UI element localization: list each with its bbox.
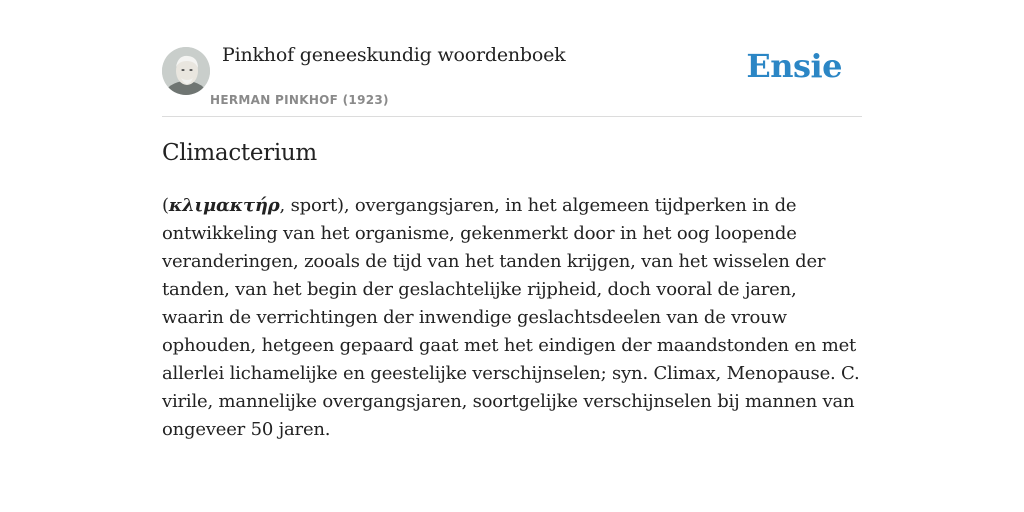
ensie-logo[interactable]: Ensie <box>746 47 842 85</box>
greek-term: κλιμακτήρ <box>168 195 280 216</box>
definition-text: , sport), overgangsjaren, in het algemeen tijdperken in de ontwikkeling van het organisme, gekenmerkt door in het oog loopende veranderingen, zooals de tijd van het tanden krijgen, van het wisselen der tanden, van het begin der geslachtelijke rijpheid, doch vooral de jaren, waarin de verrichtingen der inwendige geslachtsdeelen van de vrouw ophouden, hetgeen gepaard gaat met het eindigen der maandstonden en met allerlei lichamelijke en geestelijke verschijnselen; syn. Climax, Menopause. C. virile, mannelijke overgangsjaren, soortgelijke verschijnselen bij mannen van ongeveer 50 jaren. <box>162 195 860 440</box>
source-header <box>162 0 862 117</box>
author-portrait-icon <box>162 47 210 95</box>
source-title[interactable]: Pinkhof geneeskundig woordenboek <box>222 44 566 66</box>
open-paren: ( <box>162 195 169 216</box>
author-avatar <box>162 47 210 95</box>
entry-definition <box>162 192 862 444</box>
entry-title: Climacterium <box>162 140 317 166</box>
source-author: HERMAN PINKHOF (1923) <box>210 93 389 107</box>
